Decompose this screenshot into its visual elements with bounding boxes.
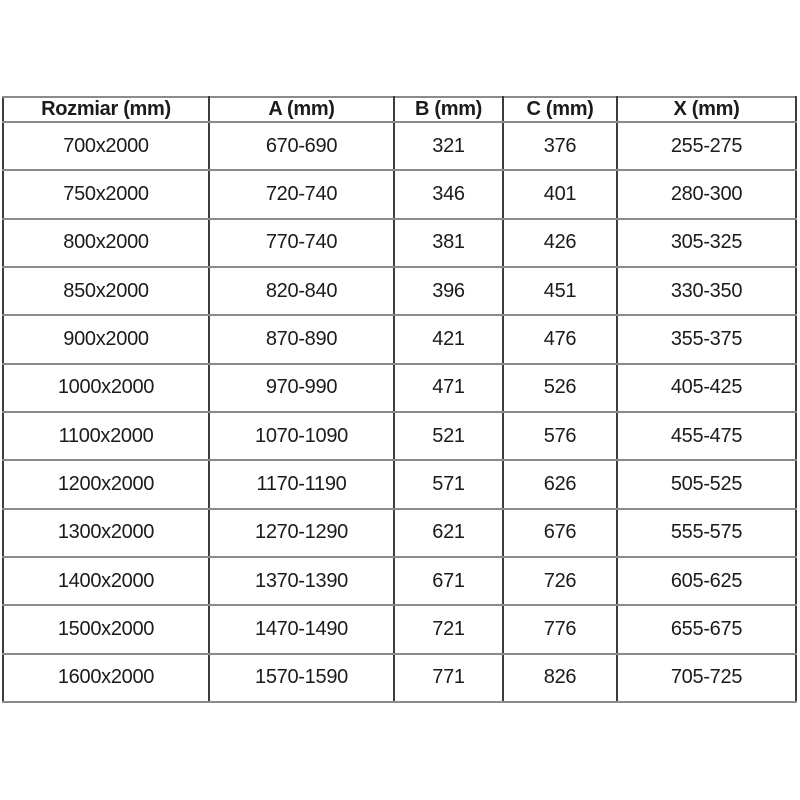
header-row <box>3 97 796 122</box>
table-cell: 526 <box>503 364 617 412</box>
column-header-x: X (mm) <box>617 97 796 122</box>
table-row <box>3 267 796 315</box>
table-cell: 671 <box>394 557 503 605</box>
table-row <box>3 557 796 605</box>
size-dimensions-table <box>2 96 797 703</box>
table-cell: 1470-1490 <box>209 605 394 653</box>
table-cell: 421 <box>394 315 503 363</box>
table-row <box>3 315 796 363</box>
table-row <box>3 605 796 653</box>
table-cell: 1400x2000 <box>3 557 209 605</box>
column-header-b: B (mm) <box>394 97 503 122</box>
table-cell: 605-625 <box>617 557 796 605</box>
table-cell: 455-475 <box>617 412 796 460</box>
table-cell: 401 <box>503 170 617 218</box>
table-cell: 850x2000 <box>3 267 209 315</box>
table-cell: 396 <box>394 267 503 315</box>
table-cell: 1370-1390 <box>209 557 394 605</box>
table-row <box>3 509 796 557</box>
table-cell: 505-525 <box>617 460 796 508</box>
table-cell: 750x2000 <box>3 170 209 218</box>
table-cell: 1100x2000 <box>3 412 209 460</box>
table-cell: 621 <box>394 509 503 557</box>
table-cell: 1270-1290 <box>209 509 394 557</box>
table-cell: 970-990 <box>209 364 394 412</box>
table-cell: 1500x2000 <box>3 605 209 653</box>
table-cell: 280-300 <box>617 170 796 218</box>
table-cell: 476 <box>503 315 617 363</box>
table-row <box>3 412 796 460</box>
table-cell: 330-350 <box>617 267 796 315</box>
table-cell: 1570-1590 <box>209 654 394 702</box>
table-cell: 626 <box>503 460 617 508</box>
table-cell: 405-425 <box>617 364 796 412</box>
table-cell: 555-575 <box>617 509 796 557</box>
table-row <box>3 219 796 267</box>
table-cell: 1300x2000 <box>3 509 209 557</box>
table-cell: 255-275 <box>617 122 796 170</box>
table-cell: 1170-1190 <box>209 460 394 508</box>
table-cell: 1600x2000 <box>3 654 209 702</box>
table-cell: 376 <box>503 122 617 170</box>
table-cell: 820-840 <box>209 267 394 315</box>
table-cell: 676 <box>503 509 617 557</box>
table-cell: 720-740 <box>209 170 394 218</box>
table-cell: 770-740 <box>209 219 394 267</box>
column-header-c: C (mm) <box>503 97 617 122</box>
table-cell: 305-325 <box>617 219 796 267</box>
column-header-rozmiar: Rozmiar (mm) <box>3 97 209 122</box>
table-cell: 726 <box>503 557 617 605</box>
table-row <box>3 460 796 508</box>
table-cell: 1200x2000 <box>3 460 209 508</box>
table-cell: 870-890 <box>209 315 394 363</box>
table-cell: 655-675 <box>617 605 796 653</box>
table-cell: 576 <box>503 412 617 460</box>
table-cell: 355-375 <box>617 315 796 363</box>
table-cell: 800x2000 <box>3 219 209 267</box>
table-body <box>3 122 796 702</box>
table-cell: 771 <box>394 654 503 702</box>
column-header-a: A (mm) <box>209 97 394 122</box>
table-row <box>3 654 796 702</box>
table-cell: 826 <box>503 654 617 702</box>
table-cell: 1070-1090 <box>209 412 394 460</box>
table-row <box>3 364 796 412</box>
table-cell: 451 <box>503 267 617 315</box>
table-cell: 670-690 <box>209 122 394 170</box>
table-cell: 381 <box>394 219 503 267</box>
table-cell: 521 <box>394 412 503 460</box>
table-cell: 471 <box>394 364 503 412</box>
table-cell: 721 <box>394 605 503 653</box>
table-cell: 900x2000 <box>3 315 209 363</box>
table-cell: 346 <box>394 170 503 218</box>
table-row <box>3 122 796 170</box>
table-cell: 776 <box>503 605 617 653</box>
table-cell: 700x2000 <box>3 122 209 170</box>
table-cell: 1000x2000 <box>3 364 209 412</box>
table-row <box>3 170 796 218</box>
table-cell: 705-725 <box>617 654 796 702</box>
table-cell: 571 <box>394 460 503 508</box>
table-cell: 321 <box>394 122 503 170</box>
table-cell: 426 <box>503 219 617 267</box>
